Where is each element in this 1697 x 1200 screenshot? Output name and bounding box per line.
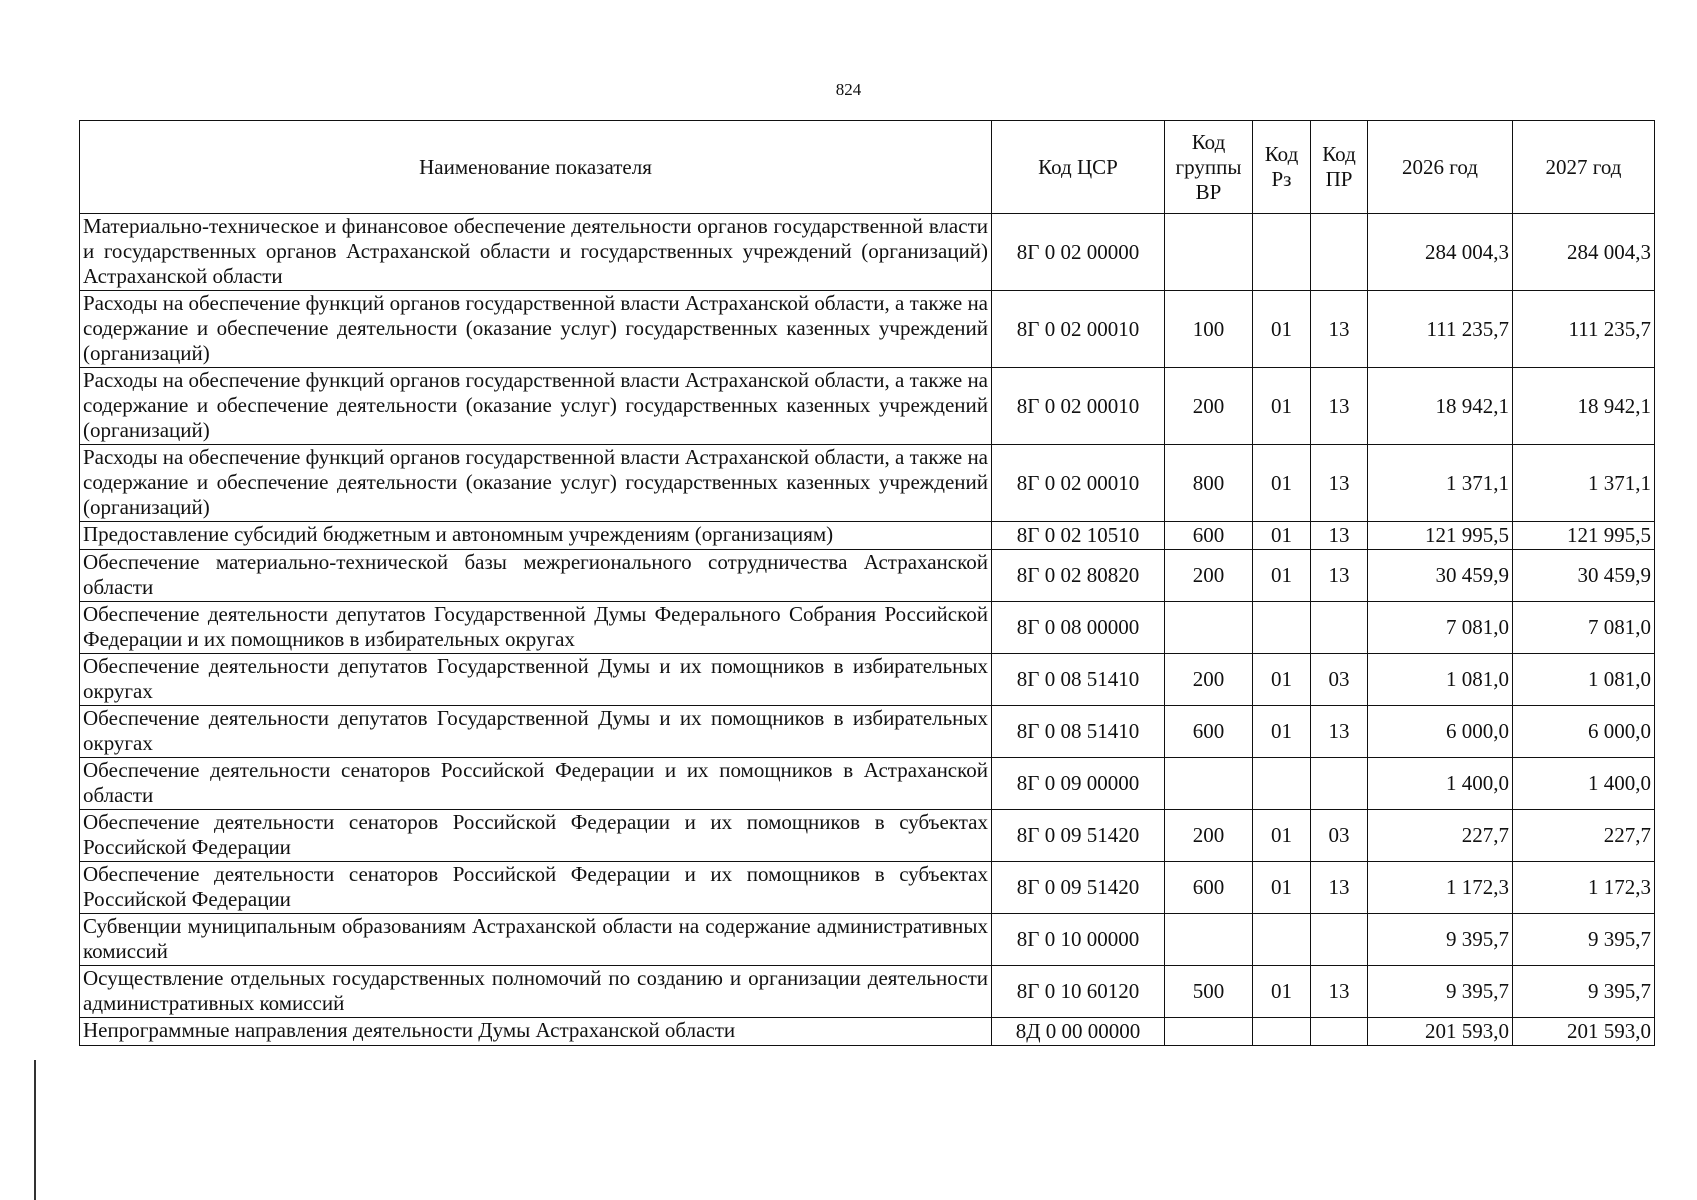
row-2027-cell: 227,7 [1513,810,1655,862]
table-row [80,522,1655,550]
row-rz-cell [1253,602,1311,654]
row-name-cell: Расходы на обеспечение функций органов государственной власти Астраханской области, а также на содержание и обеспечение деятельности (оказание услуг) государственных казенных учреждений (организаций) [80,291,992,368]
row-2027-cell: 1 172,3 [1513,862,1655,914]
table-row [80,291,1655,368]
row-pr-cell [1311,1018,1368,1046]
row-csr-cell: 8Г 0 10 00000 [992,914,1165,966]
row-name-cell: Обеспечение деятельности сенаторов Российской Федерации и их помощников в субъектах Российской Федерации [80,862,992,914]
row-pr-cell: 13 [1311,550,1368,602]
row-2026-cell: 18 942,1 [1368,368,1513,445]
row-name-cell: Непрограммные направления деятельности Думы Астраханской области [80,1018,992,1046]
row-rz-cell: 01 [1253,368,1311,445]
row-2026-cell: 201 593,0 [1368,1018,1513,1046]
row-name-cell: Обеспечение материально-технической базы межрегионального сотрудничества Астраханской области [80,550,992,602]
row-2026-cell: 111 235,7 [1368,291,1513,368]
row-name-cell: Осуществление отдельных государственных полномочий по созданию и организации деятельности административных комиссий [80,966,992,1018]
row-pr-cell: 03 [1311,654,1368,706]
header-vr: Код группы ВР [1165,121,1253,214]
row-name-cell: Обеспечение деятельности сенаторов Российской Федерации и их помощников в субъектах Российской Федерации [80,810,992,862]
row-rz-cell: 01 [1253,654,1311,706]
row-csr-cell: 8Г 0 02 00000 [992,214,1165,291]
row-2026-cell: 121 995,5 [1368,522,1513,550]
row-csr-cell: 8Г 0 09 51420 [992,810,1165,862]
row-pr-cell: 13 [1311,862,1368,914]
row-2027-cell: 1 371,1 [1513,445,1655,522]
row-rz-cell: 01 [1253,522,1311,550]
row-rz-cell [1253,758,1311,810]
row-vr-cell: 200 [1165,550,1253,602]
row-2027-cell: 9 395,7 [1513,914,1655,966]
table-row [80,1018,1655,1046]
row-pr-cell: 03 [1311,810,1368,862]
row-csr-cell: 8Г 0 08 51410 [992,706,1165,758]
row-2026-cell: 227,7 [1368,810,1513,862]
row-name-cell: Материально-техническое и финансовое обеспечение деятельности органов государственной власти и государственных органов Астраханской области и государственных учреждений (организаций) Астраханской области [80,214,992,291]
row-vr-cell: 600 [1165,862,1253,914]
row-vr-cell [1165,914,1253,966]
page-number: 824 [835,80,862,99]
row-2027-cell: 1 400,0 [1513,758,1655,810]
row-name-cell: Обеспечение деятельности депутатов Государственной Думы и их помощников в избирательных округах [80,654,992,706]
table-row [80,602,1655,654]
table-row [80,368,1655,445]
header-pr: Код ПР [1311,121,1368,214]
row-2026-cell: 30 459,9 [1368,550,1513,602]
row-2026-cell: 1 400,0 [1368,758,1513,810]
table-row [80,758,1655,810]
header-name: Наименование показателя [80,121,992,214]
table-body [80,214,1655,1046]
row-2027-cell: 9 395,7 [1513,966,1655,1018]
row-pr-cell: 13 [1311,966,1368,1018]
row-vr-cell [1165,1018,1253,1046]
row-2026-cell: 6 000,0 [1368,706,1513,758]
row-2026-cell: 1 371,1 [1368,445,1513,522]
row-rz-cell: 01 [1253,291,1311,368]
budget-table [79,120,1655,1046]
row-2026-cell: 1 172,3 [1368,862,1513,914]
row-pr-cell: 13 [1311,291,1368,368]
row-csr-cell: 8Г 0 10 60120 [992,966,1165,1018]
row-csr-cell: 8Г 0 02 00010 [992,445,1165,522]
row-csr-cell: 8Г 0 08 51410 [992,654,1165,706]
row-2027-cell: 18 942,1 [1513,368,1655,445]
row-csr-cell: 8Г 0 02 00010 [992,368,1165,445]
row-csr-cell: 8Д 0 00 00000 [992,1018,1165,1046]
table-header-row [80,121,1655,214]
row-vr-cell: 200 [1165,654,1253,706]
row-vr-cell: 600 [1165,522,1253,550]
row-vr-cell [1165,214,1253,291]
table-row [80,654,1655,706]
row-csr-cell: 8Г 0 02 10510 [992,522,1165,550]
row-name-cell: Обеспечение деятельности сенаторов Российской Федерации и их помощников в Астраханской области [80,758,992,810]
row-pr-cell [1311,914,1368,966]
header-2026: 2026 год [1368,121,1513,214]
row-rz-cell [1253,214,1311,291]
row-rz-cell [1253,1018,1311,1046]
row-pr-cell [1311,758,1368,810]
row-pr-cell: 13 [1311,445,1368,522]
header-2027: 2027 год [1513,121,1655,214]
margin-line [34,1060,36,1200]
row-vr-cell: 200 [1165,368,1253,445]
row-name-cell: Обеспечение деятельности депутатов Государственной Думы Федерального Собрания Российской Федерации и их помощников в избирательных округах [80,602,992,654]
row-vr-cell: 500 [1165,966,1253,1018]
header-csr: Код ЦСР [992,121,1165,214]
row-vr-cell [1165,602,1253,654]
row-2026-cell: 9 395,7 [1368,914,1513,966]
row-rz-cell: 01 [1253,862,1311,914]
header-rz: Код Рз [1253,121,1311,214]
row-name-cell: Расходы на обеспечение функций органов государственной власти Астраханской области, а также на содержание и обеспечение деятельности (оказание услуг) государственных казенных учреждений (организаций) [80,445,992,522]
table-row [80,550,1655,602]
row-rz-cell [1253,914,1311,966]
row-2027-cell: 111 235,7 [1513,291,1655,368]
row-pr-cell [1311,602,1368,654]
row-name-cell: Субвенции муниципальным образованиям Астраханской области на содержание административных комиссий [80,914,992,966]
row-2027-cell: 121 995,5 [1513,522,1655,550]
row-name-cell: Расходы на обеспечение функций органов государственной власти Астраханской области, а также на содержание и обеспечение деятельности (оказание услуг) государственных казенных учреждений (организаций) [80,368,992,445]
row-csr-cell: 8Г 0 09 00000 [992,758,1165,810]
table-row [80,810,1655,862]
row-vr-cell: 200 [1165,810,1253,862]
row-2026-cell: 7 081,0 [1368,602,1513,654]
row-csr-cell: 8Г 0 08 00000 [992,602,1165,654]
row-csr-cell: 8Г 0 09 51420 [992,862,1165,914]
row-rz-cell: 01 [1253,810,1311,862]
row-name-cell: Предоставление субсидий бюджетным и автономным учреждениям (организациям) [80,522,992,550]
row-pr-cell: 13 [1311,522,1368,550]
table-row [80,914,1655,966]
row-pr-cell: 13 [1311,706,1368,758]
row-2027-cell: 30 459,9 [1513,550,1655,602]
row-csr-cell: 8Г 0 02 00010 [992,291,1165,368]
row-2026-cell: 9 395,7 [1368,966,1513,1018]
table-row [80,445,1655,522]
row-pr-cell: 13 [1311,368,1368,445]
table-row [80,214,1655,291]
row-rz-cell: 01 [1253,966,1311,1018]
row-2027-cell: 1 081,0 [1513,654,1655,706]
row-rz-cell: 01 [1253,445,1311,522]
table-row [80,862,1655,914]
row-vr-cell: 800 [1165,445,1253,522]
row-2026-cell: 1 081,0 [1368,654,1513,706]
row-vr-cell [1165,758,1253,810]
row-2027-cell: 7 081,0 [1513,602,1655,654]
row-rz-cell: 01 [1253,550,1311,602]
row-vr-cell: 100 [1165,291,1253,368]
row-csr-cell: 8Г 0 02 80820 [992,550,1165,602]
table-row [80,706,1655,758]
row-name-cell: Обеспечение деятельности депутатов Государственной Думы и их помощников в избирательных округах [80,706,992,758]
row-rz-cell: 01 [1253,706,1311,758]
row-2027-cell: 6 000,0 [1513,706,1655,758]
row-vr-cell: 600 [1165,706,1253,758]
row-2027-cell: 201 593,0 [1513,1018,1655,1046]
row-2026-cell: 284 004,3 [1368,214,1513,291]
row-pr-cell [1311,214,1368,291]
table-row [80,966,1655,1018]
row-2027-cell: 284 004,3 [1513,214,1655,291]
